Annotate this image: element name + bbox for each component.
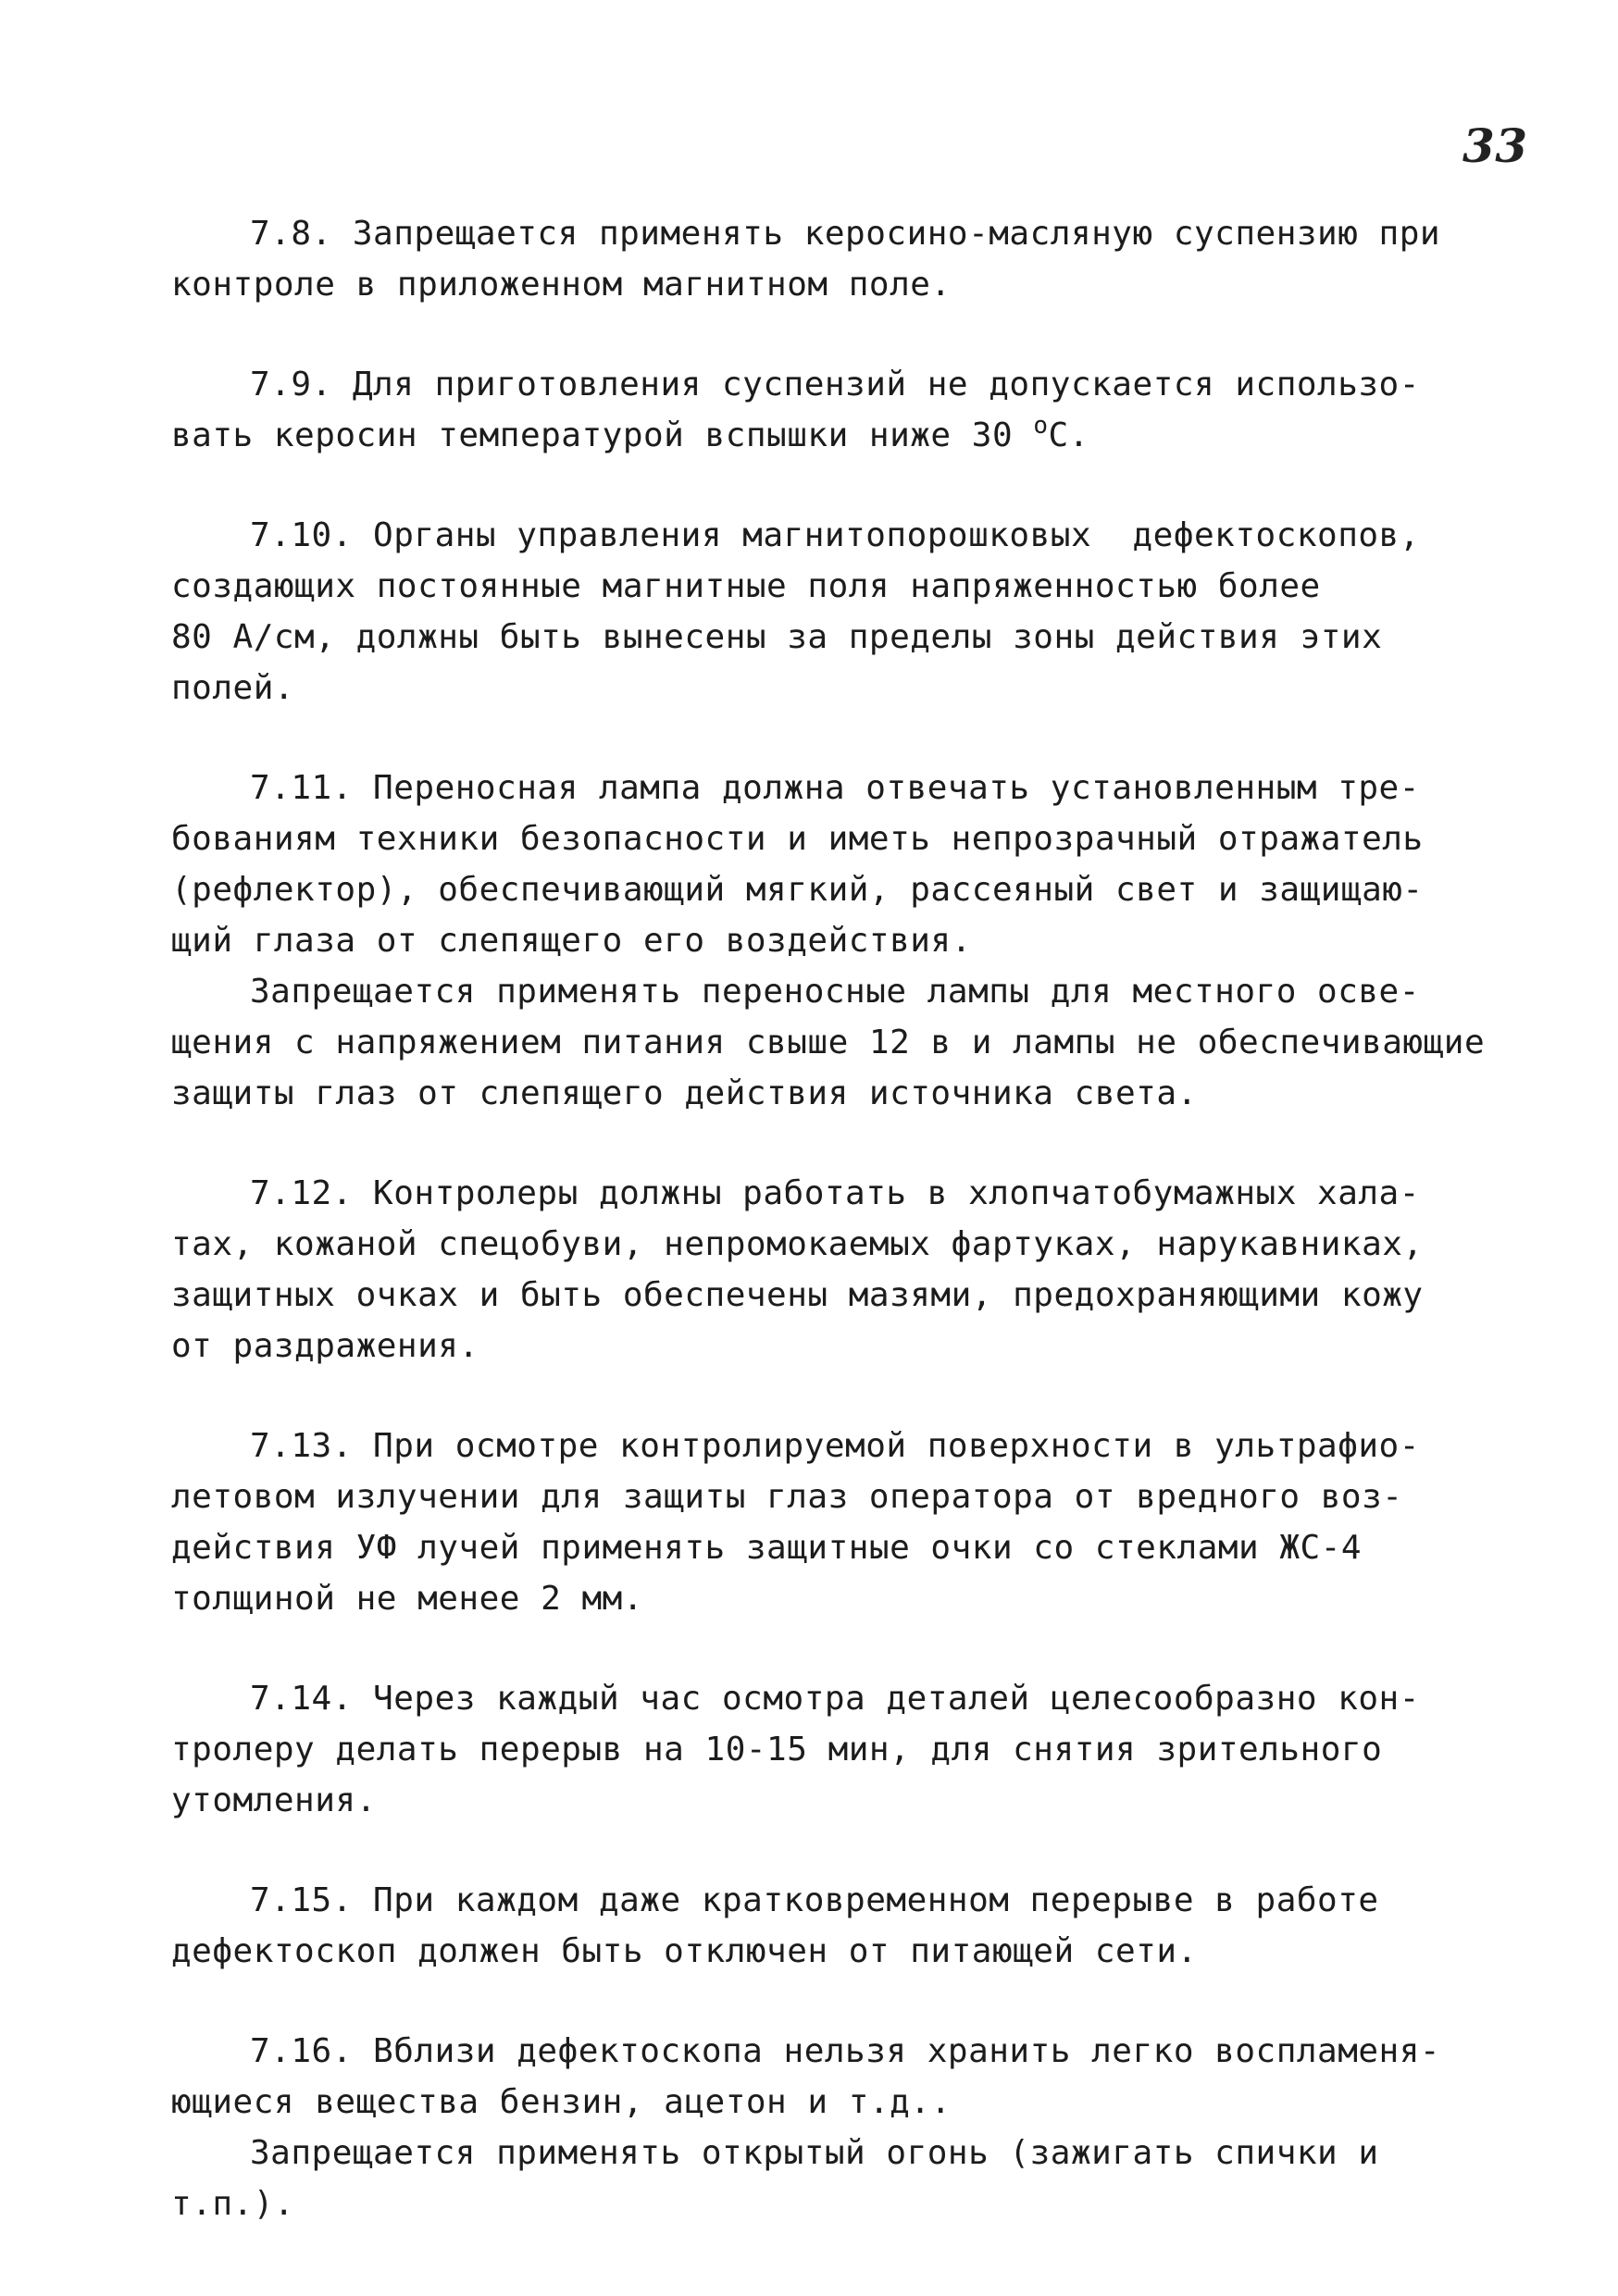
text-line: 7.9. Для приготовления суспензий не допускается использо- xyxy=(250,366,1420,403)
text-line: тах, кожаной спецобуви, непромокаемых фартуках, нарукавниках, xyxy=(171,1225,1424,1263)
paragraph-7-10 xyxy=(171,510,1486,714)
paragraph-7-9 xyxy=(171,359,1486,461)
text-line: ющиеся вещества бензин, ацетон и т.д.. xyxy=(171,2083,952,2121)
text-line: 80 А/см, должны быть вынесены за пределы зоны действия этих xyxy=(171,618,1383,656)
text-line: 7.13. При осмотре контролируемой поверхности в ультрафио- xyxy=(250,1427,1420,1465)
text-line-main: вать керосин температурой вспышки ниже 30 xyxy=(171,416,1034,454)
paragraph-7-16 xyxy=(171,2026,1486,2229)
text-line: толщиной не менее 2 мм. xyxy=(171,1580,643,1618)
text-line: защиты глаз от слепящего действия источника света. xyxy=(171,1074,1198,1112)
text-line: 7.16. Вблизи дефектоскопа нельзя хранить легко воспламеня- xyxy=(250,2032,1441,2070)
text-line: 7.8. Запрещается применять керосино-масляную суспензию при xyxy=(250,215,1441,253)
text-line: 7.14. Через каждый час осмотра деталей целесообразно кон- xyxy=(250,1680,1420,1718)
text-line: тролеру делать перерыв на 10-15 мин, для снятия зрительного xyxy=(171,1731,1383,1769)
paragraph-7-11 xyxy=(171,763,1486,1119)
text-line: полей. xyxy=(171,669,295,707)
paragraph-7-14 xyxy=(171,1673,1486,1826)
text-line: действия УФ лучей применять защитные очки со стеклами ЖС-4 xyxy=(171,1529,1363,1567)
degree-superscript: о xyxy=(1033,412,1049,440)
text-line: дефектоскоп должен быть отключен от питающей сети. xyxy=(171,1932,1198,1970)
text-line: защитных очках и быть обеспечены мазями, предохраняющими кожу xyxy=(171,1276,1424,1314)
text-line: летовом излучении для защиты глаз оператора от вредного воз- xyxy=(171,1478,1403,1516)
document-body xyxy=(171,208,1486,2229)
text-line xyxy=(171,410,1486,461)
text-line: контроле в приложенном магнитном поле. xyxy=(171,266,952,304)
text-line: щения с напряжением питания свыше 12 в и лампы не обеспечивающие xyxy=(171,1024,1486,1061)
text-line: создающих постоянные магнитные поля напряженностью более xyxy=(171,567,1321,605)
paragraph-7-8 xyxy=(171,208,1486,310)
paragraph-7-12 xyxy=(171,1168,1486,1371)
text-line: утомления. xyxy=(171,1781,377,1819)
text-line: (рефлектор), обеспечивающий мягкий, рассеяный свет и защищаю- xyxy=(171,871,1424,909)
text-line: Запрещается применять переносные лампы для местного осве- xyxy=(250,973,1420,1011)
text-line: 7.10. Органы управления магнитопорошковых дефектоскопов, xyxy=(250,516,1420,554)
page-number: 33 xyxy=(1462,118,1528,173)
text-line: 7.15. При каждом даже кратковременном перерыве в работе xyxy=(250,1881,1379,1919)
text-line: бованиям техники безопасности и иметь непрозрачный отражатель xyxy=(171,820,1424,858)
text-line: Запрещается применять открытый огонь (зажигать спички и xyxy=(250,2134,1379,2172)
text-line: 7.11. Переносная лампа должна отвечать установленным тре- xyxy=(250,769,1420,807)
text-line: от раздражения. xyxy=(171,1327,479,1365)
paragraph-7-15 xyxy=(171,1875,1486,1977)
paragraph-7-13 xyxy=(171,1421,1486,1624)
text-line: 7.12. Контролеры должны работать в хлопчатобумажных хала- xyxy=(250,1174,1420,1212)
temperature-unit: С. xyxy=(1048,416,1089,454)
text-line: т.п.). xyxy=(171,2185,295,2223)
text-line: щий глаза от слепящего его воздействия. xyxy=(171,922,972,960)
